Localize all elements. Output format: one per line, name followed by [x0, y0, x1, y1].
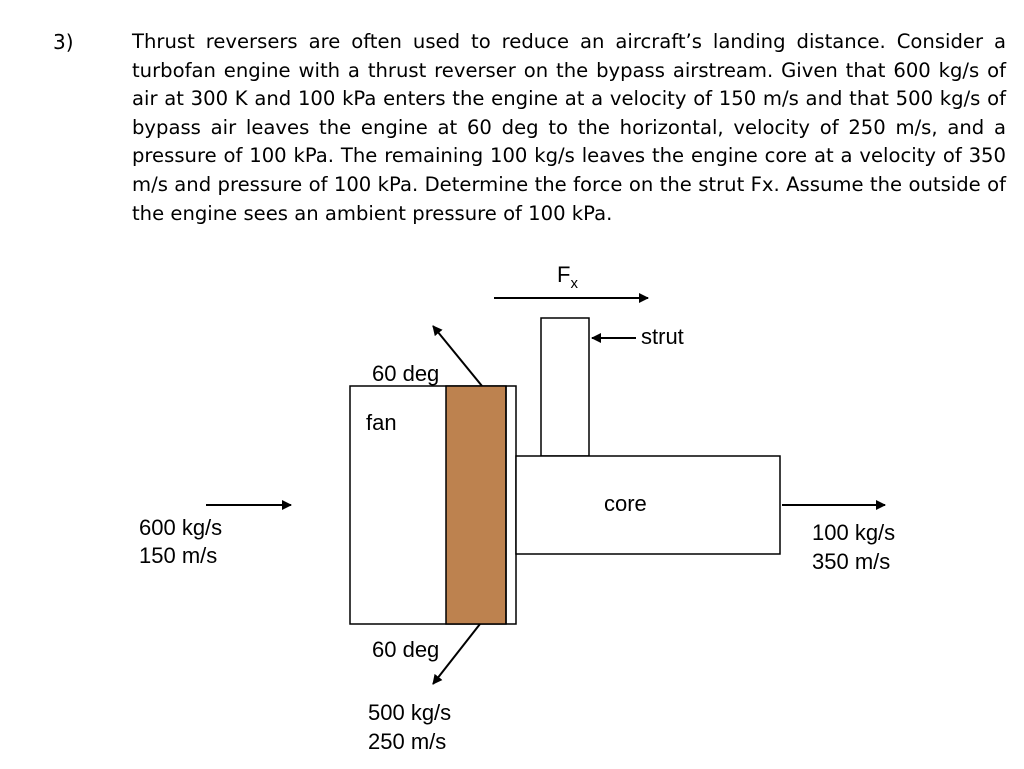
question-text: Thrust reversers are often used to reduce an aircraft’s landing distance. Consider a turbofan engine with a thrust reverser on the bypass airstream. Given that 600 kg/s of air at 300 K and 100 kPa enters the engine at a velocity of 150 m/s and that 500 kg/s of bypass air leaves the engine at 60 deg to the horizontal, velocity of 250 m/s, and a pressure of 100 kPa. The remaining 100 kg/s leaves the engine core at a velocity of 350 m/s and pressure of 100 kPa. Determine the force on the strut Fx. Assume the outside of the engine sees an ambient pressure of 100 kPa. — [132, 30, 1006, 225]
inlet-velocity-label: 150 m/s — [139, 543, 218, 568]
bypass-velocity-label: 250 m/s — [368, 729, 447, 754]
fan-label: fan — [366, 410, 397, 435]
question-number: 3) — [53, 30, 74, 54]
strut-label: strut — [641, 324, 684, 349]
bottom-angle-label: 60 deg — [372, 637, 440, 662]
core-exit-mass-flow-label: 100 kg/s — [812, 520, 896, 545]
inlet-mass-flow-label: 600 kg/s — [139, 515, 223, 540]
core-exit-velocity-label: 350 m/s — [812, 549, 891, 574]
bypass-arrow-bottom — [433, 624, 480, 684]
top-angle-label: 60 deg — [372, 361, 440, 386]
force-label: $F_x$ — [557, 262, 578, 292]
strut — [541, 318, 589, 456]
thrust-reverser — [446, 386, 506, 624]
core-label: core — [604, 491, 647, 516]
bypass-mass-flow-label: 500 kg/s — [368, 700, 452, 725]
bypass-arrow-top — [433, 326, 482, 386]
core-casing — [516, 456, 780, 554]
